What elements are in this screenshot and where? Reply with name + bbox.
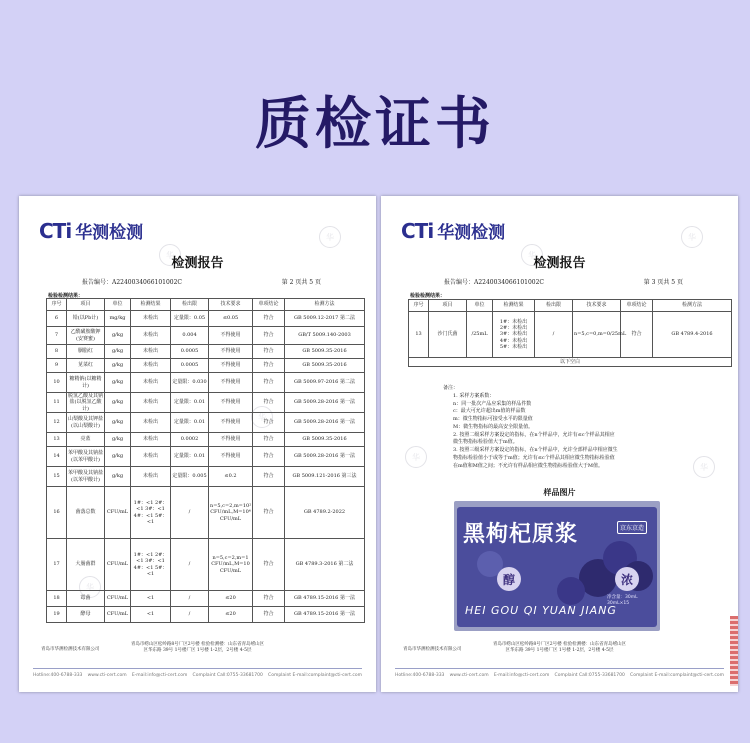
badge-char: 醇 [497,567,521,591]
table-cell: 符合 [253,433,285,447]
table-cell: 沙门氏菌 [429,312,467,358]
table-cell: 未检出 [131,413,171,433]
table-cell: 未检出 [131,467,171,487]
cti-logo [401,218,505,243]
table-cell: GB 5009.28-2016 第一法 [285,447,365,467]
table-cell: n=5,c=2,m=10² CFU/mL,M=10⁴ CFU/mL [209,487,253,539]
table-cell: g/kg [105,373,131,393]
table-cell: g/kg [105,467,131,487]
table-cell: / [171,607,209,623]
footer-contact-bar [395,668,724,678]
note-line: 在m值和M值之间；不允许有样品相应微生物指标检验值大于M值。 [453,462,603,469]
complaint-email: Complaint E-mail:complaint@cti-cert.com [630,673,724,678]
table-cell: 定量限：0.01 [171,393,209,413]
table-cell: GB 5009.35-2016 [285,345,365,359]
header-cell: 检测方法 [285,299,365,311]
table-cell: GB 5009.121-2016 第三法 [285,467,365,487]
table-cell: 定量限：0.005 [171,467,209,487]
table-cell: 胭脂红 [67,345,105,359]
table-cell: 13 [409,312,429,358]
table-cell: <1 [131,591,171,607]
badge-char: 浓 [615,567,639,591]
report-number: 报告编号：A2240034066101002C [444,279,545,286]
header-cell: 单项结论 [253,299,285,311]
report-number: 报告编号：A2240034066101002C [82,279,183,286]
table-cell: mg/kg [105,311,131,327]
note-line: m：微生物指标可接受水平的限量值 [453,416,533,422]
sample-photo [454,501,660,631]
table-cell: 19 [47,607,67,623]
complaint-email: Complaint E-mail:complaint@cti-cert.com [268,673,362,678]
logo-en: CTi [401,218,434,243]
table-cell: 1#：<1 2#：<1 3#：<1 4#：<1 5#：<1 [131,487,171,539]
table-cell: ≤20 [209,607,253,623]
footer-company: 青岛市华测检测技术有限公司 [403,647,462,652]
table-cell: 8 [47,345,67,359]
logo-cn: 华测检测 [437,223,506,243]
table-cell: 11 [47,393,67,413]
note-line: n：同一批次产品应采集的样品件数 [453,400,532,407]
table-cell: 大肠菌群 [67,539,105,591]
brand-badge: 京东京造 [617,521,647,534]
table-cell: g/kg [105,393,131,413]
header-cell: 技术要求 [573,300,621,312]
footer-company: 青岛市华测检测技术有限公司 [41,647,100,652]
note-line: 微生物指标检验值大于m值。 [453,439,518,446]
results-table [46,298,365,623]
header-cell: 检测结果 [493,300,535,312]
table-cell: 符合 [621,312,653,358]
table-cell: ≤20 [209,591,253,607]
table-cell: g/kg [105,447,131,467]
table-cell: GB/T 5009.140-2003 [285,327,365,345]
table-cell: n=5,c=0,m=0/25mL [573,312,621,358]
table-cell: 菌落总数 [67,487,105,539]
table-cell: 符合 [253,539,285,591]
table-cell: 符合 [253,373,285,393]
table-cell: 符合 [253,447,285,467]
table-cell: g/kg [105,359,131,373]
website: www.cti-cert.com [449,673,489,678]
table-row [409,312,732,358]
table-cell: 山梨酸及其钾盐(以山梨酸计) [67,413,105,433]
logo-en: CTi [39,218,72,243]
note-line: 3. 按照三级采样方案设定的指标，在n个样品中，允许全部样品中相应微生 [453,447,618,453]
complaint-call: Complaint Call:0755-33681700 [554,673,625,678]
table-cell: CFU/mL [105,539,131,591]
table-row [47,345,365,359]
table-cell: 糖精钠(以糖精计) [67,373,105,393]
table-cell: 不得使用 [209,447,253,467]
watermark-icon: 华 [319,226,341,248]
table-cell: 符合 [253,359,285,373]
email: E-mail:info@cti-cert.com [493,673,550,678]
table-cell: 符合 [253,345,285,359]
report-title: 检测报告 [171,256,224,271]
table-cell: GB 4789.15-2016 第一法 [285,591,365,607]
table-cell: 16 [47,487,67,539]
table-cell: 铅(以Pb计) [67,311,105,327]
table-header-row [47,299,365,311]
table-cell: CFU/mL [105,607,131,623]
table-cell: g/kg [105,327,131,345]
table-cell: 酵母 [67,607,105,623]
table-cell: GB 5009.28-2016 第一法 [285,413,365,433]
table-cell: 12 [47,413,67,433]
table-cell: GB 4789.2-2022 [285,487,365,539]
table-cell: 14 [47,447,67,467]
report-page-2 [19,196,376,692]
table-cell: 苋菜红 [67,359,105,373]
table-cell: GB 5009.35-2016 [285,359,365,373]
table-footer-row [409,358,732,367]
table-cell: 未检出 [131,373,171,393]
website: www.cti-cert.com [87,673,127,678]
table-cell: 未检出 [131,447,171,467]
header-cell: 项目 [67,299,105,311]
address-line: 区华东路 39号 1号楼厂区 1号楼 1-2层，2号楼 4-5层 [143,648,252,654]
table-cell: CFU/mL [105,487,131,539]
table-cell: 0.0005 [171,345,209,359]
table-cell: 不得使用 [209,413,253,433]
table-cell: 7 [47,327,67,345]
notes-label: 备注： [443,385,459,391]
table-row [47,607,365,623]
table-cell: 未检出 [131,311,171,327]
table-cell: GB 5009.28-2016 第一法 [285,393,365,413]
table-cell: 定量限：0.05 [171,311,209,327]
table-cell: CFU/mL [105,591,131,607]
table-cell: 符合 [253,467,285,487]
table-cell: ≤0.2 [209,467,253,487]
table-cell: 乙酰磺胺酸钾(安赛蜜) [67,327,105,345]
table-cell: 未检出 [131,327,171,345]
table-cell: GB 5009.12-2017 第二法 [285,311,365,327]
table-cell: 15 [47,467,67,487]
results-table [408,299,732,367]
table-cell: 17 [47,539,67,591]
table-cell: 霉菌 [67,591,105,607]
page-indicator: 第 3 页共 5 页 [643,279,683,286]
table-row [47,311,365,327]
header-cell: 序号 [409,300,429,312]
table-cell: 符合 [253,393,285,413]
table-cell: 18 [47,591,67,607]
product-name: 黑枸杞原浆 [463,522,579,547]
watermark-icon: 华 [521,244,543,266]
watermark-icon: 华 [79,576,101,598]
table-cell: 苯甲酸及其钠盐(以苯甲酸计) [67,467,105,487]
table-row [47,539,365,591]
header-cell: 序号 [47,299,67,311]
table-cell: 1#：未检出 2#：未检出 3#：未检出 4#：未检出 5#：未检出 [493,312,535,358]
report-title: 检测报告 [533,256,586,271]
table-cell: 不得使用 [209,345,253,359]
table-cell: 不得使用 [209,359,253,373]
table-cell: 未检出 [131,433,171,447]
table-cell: 不得使用 [209,433,253,447]
sample-title: 样品图片 [543,487,576,497]
report-page-3 [381,196,738,692]
table-cell: 亮蓝 [67,433,105,447]
table-cell: 不得使用 [209,393,253,413]
header-cell: 单位 [467,300,493,312]
table-header-row [409,300,732,312]
watermark-icon: 华 [681,226,703,248]
table-cell: 未检出 [131,359,171,373]
table-cell: 不得使用 [209,327,253,345]
table-cell: ≤0.05 [209,311,253,327]
logo-cn: 华测检测 [75,223,144,243]
table-row [47,447,365,467]
note-line: c：最大可允许超出m值的样品数 [453,408,526,415]
hotline: Hotline:400-6788-333 [33,673,83,678]
table-cell: GB 5009.97-2016 第二法 [285,373,365,393]
table-cell: 10 [47,373,67,393]
hotline: Hotline:400-6788-333 [395,673,445,678]
header-cell: 检出限 [535,300,573,312]
table-cell: 符合 [253,607,285,623]
table-row [47,433,365,447]
below-blank-label: 以下空白 [409,358,732,367]
table-row [47,373,365,393]
header-cell: 项目 [429,300,467,312]
table-cell: 定量限：0.01 [171,413,209,433]
table-row [47,487,365,539]
note-line: 物指标检验值小于或等于m值；允许有≤c个样品其相应微生物指标检验值 [453,454,615,461]
table-row [47,393,365,413]
product-box [457,507,657,627]
table-cell: /25mL [467,312,493,358]
address-line: 区华东路 39号 1号楼厂区 1号楼 1-2层，2号楼 4-5层 [505,648,614,654]
table-cell: 定量限：0.01 [171,447,209,467]
note-line: 1. 采样方案系数： [453,392,495,399]
table-cell: 6 [47,311,67,327]
watermark-icon: 华 [405,446,427,468]
volume-line: 净含量：30mL [607,595,638,600]
table-cell: 9 [47,359,67,373]
table-cell: 不得使用 [209,373,253,393]
table-cell: 0.0005 [171,359,209,373]
email: E-mail:info@cti-cert.com [131,673,188,678]
table-cell: g/kg [105,433,131,447]
complaint-call: Complaint Call:0755-33681700 [192,673,263,678]
berry-shape [557,577,585,605]
table-row [47,413,365,433]
table-cell: 1#：<1 2#：<1 3#：<1 4#：<1 5#：<1 [131,539,171,591]
watermark-icon: 华 [251,406,273,428]
table-cell: 符合 [253,487,285,539]
table-cell: / [171,591,209,607]
table-cell: 13 [47,433,67,447]
table-cell: g/kg [105,345,131,359]
table-cell: GB 4789.4-2016 [653,312,732,358]
header-cell: 单位 [105,299,131,311]
table-row [47,467,365,487]
cti-logo [39,218,143,243]
section-label: 检验检测结果： [410,293,446,299]
table-cell: 脱氢乙酸及其钠盐(以脱氢乙酸计) [68,393,104,412]
table-cell: 定量限：0.030 [171,373,209,393]
table-cell: 符合 [253,591,285,607]
table-row [47,591,365,607]
table-cell: 符合 [253,413,285,433]
product-pinyin: HEI GOU QI YUAN JIANG [465,604,617,617]
address-line: 青岛市崂山区松岭路8号厂区2号楼 检验检测楼：山东省青岛崂山区 [492,642,627,647]
table-cell: <1 [131,607,171,623]
table-cell: / [535,312,573,358]
watermark-icon: 华 [159,244,181,266]
header-cell: 检测方法 [653,300,732,312]
table-cell: 符合 [253,327,285,345]
table-cell: GB 4789.15-2016 第一法 [285,607,365,623]
table-cell: GB 5009.35-2016 [285,433,365,447]
page-heading: 质检证书 [255,92,495,157]
note-line: 2. 按照二级采样方案设定的指标，在n个样品中，允许有≤c个样品其相应 [453,431,615,438]
table-cell: / [171,539,209,591]
table-cell: 苯甲酸及其钠盐(以苯甲酸计) [67,447,105,467]
watermark-icon: 华 [693,456,715,478]
table-cell: / [171,487,209,539]
page-indicator: 第 2 页共 5 页 [281,279,321,286]
header-cell: 检出限 [171,299,209,311]
footer-contact-bar [33,668,362,678]
table-row [47,359,365,373]
table-cell: g/kg [105,413,131,433]
table-row [47,327,365,345]
note-line: M：微生物指标的最高安全限量值。 [453,423,534,430]
notes-block [443,385,713,470]
table-cell: 未检出 [131,345,171,359]
section-label: 检验检测结果： [48,293,84,299]
volume-line: 30mL×15 [607,600,630,606]
header-cell: 技术要求 [209,299,253,311]
table-cell: n=5,c=2,m=1 CFU/mL,M=10 CFU/mL [209,539,253,591]
table-cell: 符合 [253,311,285,327]
header-cell: 单项结论 [621,300,653,312]
table-cell: 0.004 [171,327,209,345]
address-line: 青岛市崂山区松岭路8号厂区2号楼 检验检测楼：山东省青岛崂山区 [130,642,265,647]
header-cell: 检测结果 [131,299,171,311]
table-cell: 0.0002 [171,433,209,447]
table-cell: 未检出 [131,393,171,413]
table-cell: GB 4789.3-2016 第二法 [285,539,365,591]
